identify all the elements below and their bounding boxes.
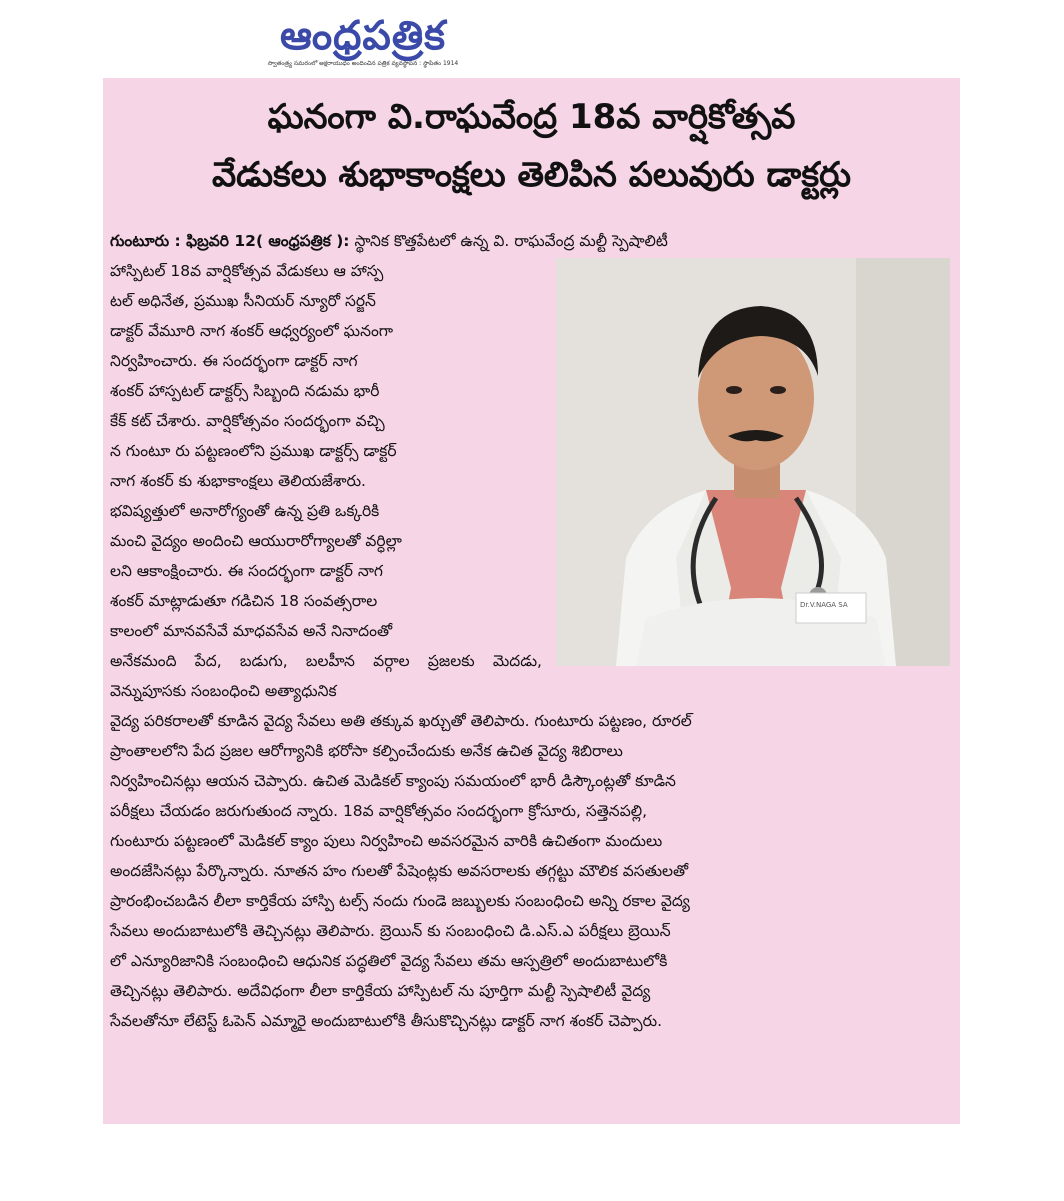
- article-line: లో ఎన్యూరిజానికి సంబంధించి ఆధునిక పద్ధతిలో వైద్య సేవలు తమ ఆస్పత్రిలో అందుబాటులోకి: [110, 952, 668, 970]
- name-badge: Dr.V.NAGA SA: [800, 601, 848, 609]
- article-line: ప్రాంతాలలోని పేద ప్రజల ఆరోగ్యానికి భరోసా కల్పించేందుకు అనేక ఉచిత వైద్య శిబిరాలు: [110, 742, 623, 760]
- article-line: శంకర్ మాట్లాడుతూ గడిచిన 18 సంవత్సరాల: [110, 592, 378, 610]
- masthead-tagline: స్వాతంత్ర్య సమరంలో అక్షరాయుధం అందించిన పత్రిక వ్యవస్థాపన : స్థాపితం 1914: [267, 60, 459, 67]
- article-line: శంకర్ హాస్పటల్ డాక్టర్స్ సిబ్బంది నడుమ భారీ: [110, 382, 380, 400]
- masthead: [248, 12, 478, 72]
- article-line-text: స్థానిక కొత్తపేటలో ఉన్న వి. రాఘవేంద్ర మల్టీ స్పెషాలిటీ: [354, 232, 668, 250]
- article-body: [110, 226, 950, 1036]
- article-line: ప్రారంభించబడిన లీలా కార్తికేయ హాస్పి టల్స్ నందు గుండె జబ్బులకు సంబంధించి అన్ని రకాల వైద్య: [110, 892, 690, 910]
- article-line: హాస్పిటల్ 18వ వార్షికోత్సవ వేడుకలు ఆ హాస్ప: [110, 262, 384, 280]
- article-line: న గుంటూ రు పట్టణంలోని ప్రముఖ డాక్టర్స్ డాక్టర్: [110, 442, 397, 460]
- article-line: టల్ అధినేత, ప్రముఖ సీనియర్ న్యూరో సర్జన్: [110, 292, 376, 310]
- headline: [103, 78, 960, 204]
- article-line: నిర్వహించినట్లు ఆయన చెప్పారు. ఉచిత మెడికల్ క్యాంపు సమయంలో భారీ డిస్కౌంట్లతో కూడిన: [110, 772, 676, 790]
- article-line: [110, 226, 950, 256]
- article-line: తెచ్చినట్లు తెలిపారు. అదేవిధంగా లీలా కార్తికేయ హాస్పిటల్ ను పూర్తిగా మల్టీ స్పెషాలిటీ వైద్య: [110, 982, 651, 1000]
- article-line: పరీక్షలు చేయడం జరుగుతుంద న్నారు. 18వ వార్షికోత్సవం సందర్భంగా క్రోసూరు, సత్తెనపల్లి,: [110, 802, 648, 820]
- headline-line-2: వేడుకలు శుభాకాంక్షలు తెలిపిన పలువురు డాక్టర్లు: [211, 155, 852, 195]
- article-line: అనేకమంది పేద, బడుగు, బలహీన వర్గాల ప్రజలకు మెదడు, వెన్నుపూసకు సంబంధించి అత్యాధునిక: [110, 652, 542, 700]
- article-line: భవిష్యత్తులో అనారోగ్యంతో ఉన్న ప్రతి ఒక్కరికి: [110, 502, 380, 520]
- article-line: గుంటూరు పట్టణంలో మెడికల్ క్యాం పులు నిర్వహించి అవసరమైన వారికి ఉచితంగా మందులు: [110, 832, 663, 850]
- article-line: డాక్టర్ వేమూరి నాగ శంకర్ ఆధ్వర్యంలో ఘనంగా: [110, 322, 394, 340]
- article-line: కాలంలో మానవసేవే మాధవసేవ అనే నినాదంతో: [110, 622, 393, 640]
- doctor-photo: [556, 258, 950, 666]
- newspaper-logo: ఆంధ్రపత్రిక: [279, 12, 447, 59]
- dateline: గుంటూరు : ఫిబ్రవరి 12( ఆంధ్రపత్రిక ):: [110, 232, 350, 250]
- headline-line-1: ఘనంగా వి.రాఘవేంద్ర 18వ వార్షికోత్సవ: [267, 97, 796, 137]
- article-line: వైద్య పరికరాలతో కూడిన వైద్య సేవలు అతి తక్కువ ఖర్చుతో తెలిపారు. గుంటూరు పట్టణం, రూరల్: [110, 712, 692, 730]
- article-line: అందజేసినట్లు పేర్కొన్నారు. నూతన హం గులతో పేషెంట్లకు అవసరాలకు తగ్గట్టు మౌలిక వసతులతో: [110, 862, 689, 880]
- doctor-portrait-image: [556, 258, 950, 666]
- news-article: [103, 78, 960, 1124]
- article-line: మంచి వైద్యం అందించి ఆయురారోగ్యాలతో వర్ధిల్లా: [110, 532, 402, 550]
- article-line: నాగ శంకర్ కు శుభాకాంక్షలు తెలియజేశారు.: [110, 472, 366, 490]
- article-line: నిర్వహించారు. ఈ సందర్భంగా డాక్టర్ నాగ: [110, 352, 358, 370]
- article-line: సేవలు అందుబాటులోకి తెచ్చినట్లు తెలిపారు. బ్రెయిన్ కు సంబంధించి డి.ఎస్.ఎ పరీక్షలు బ్రెయిన్: [110, 922, 671, 940]
- article-line: కేక్ కట్ చేశారు. వార్షికోత్సవం సందర్భంగా వచ్చి: [110, 412, 385, 430]
- article-line: సేవలతోనూ లేటెస్ట్ ఓపెన్ ఎమ్మారై అందుబాటులోకి తీసుకొచ్చినట్లు డాక్టర్ నాగ శంకర్ చెప్పారు.: [110, 1012, 663, 1030]
- article-line: లని ఆకాంక్షించారు. ఈ సందర్భంగా డాక్టర్ నాగ: [110, 562, 383, 580]
